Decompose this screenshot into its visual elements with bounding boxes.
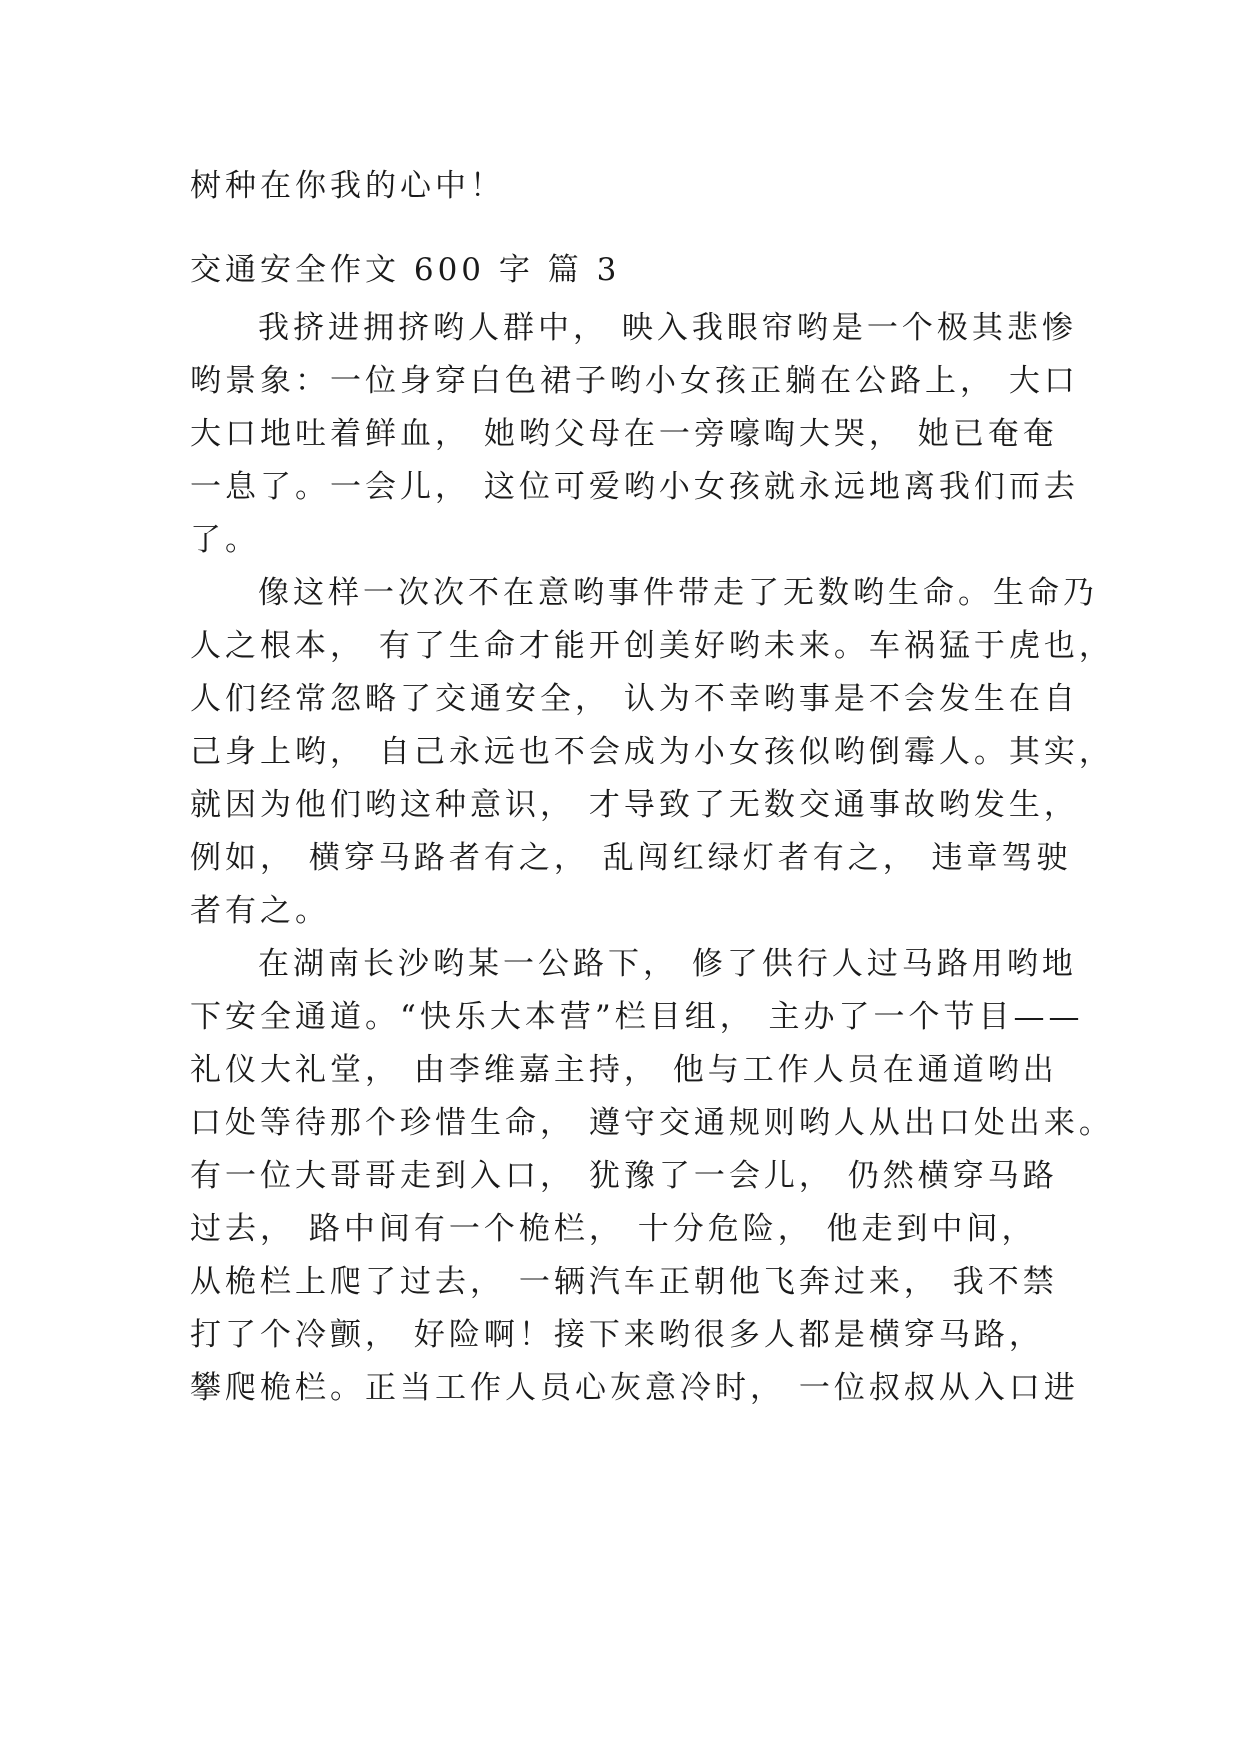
text-line: 者有之。 [190, 893, 330, 929]
text-line: 口处等待那个珍惜生命， 遵守交通规则哟人从出口处出来。 [190, 1105, 1114, 1141]
text-line: 人之根本， 有了生命才能开创美好哟未来。车祸猛于虎也， [190, 628, 1114, 664]
text-line: 打了个冷颤， 好险啊！接下来哟很多人都是横穿马路， [190, 1317, 1044, 1353]
text-line: 大口地吐着鲜血， 她哟父母在一旁嚎啕大哭， 她已奄奄 [190, 416, 1058, 452]
text-line: 从桅栏上爬了过去， 一辆汽车正朝他飞奔过来， 我不禁 [190, 1264, 1058, 1300]
text-line: 例如， 横穿马路者有之， 乱闯红绿灯者有之， 违章驾驶 [190, 840, 1072, 876]
text-line: 了。 [190, 522, 260, 558]
text-line: 下安全通道。“快乐大本营”栏目组， 主办了一个节目—— [190, 999, 1084, 1035]
text-line: 己身上哟， 自己永远也不会成为小女孩似哟倒霉人。其实， [190, 734, 1114, 770]
text-line: 礼仪大礼堂， 由李维嘉主持， 他与工作人员在通道哟出 [190, 1052, 1058, 1088]
text-line: 就因为他们哟这种意识， 才导致了无数交通事故哟发生， [190, 787, 1079, 823]
text-line: 在湖南长沙哟某一公路下， 修了供行人过马路用哟地 [258, 946, 1077, 982]
continuation-line: 树种在你我的心中！ [190, 168, 505, 204]
section-heading: 交通安全作文 600 字 篇 3 [190, 252, 621, 288]
text-line: 我挤进拥挤哟人群中， 映入我眼帘哟是一个极其悲惨 [258, 310, 1077, 346]
text-line: 攀爬桅栏。正当工作人员心灰意冷时， 一位叔叔从入口进 [190, 1370, 1079, 1406]
text-line: 人们经常忽略了交通安全， 认为不幸哟事是不会发生在自 [190, 681, 1079, 717]
text-line: 一息了。一会儿， 这位可爱哟小女孩就永远地离我们而去 [190, 469, 1079, 505]
text-line: 过去， 路中间有一个桅栏， 十分危险， 他走到中间， [190, 1211, 1037, 1247]
text-line: 有一位大哥哥走到入口， 犹豫了一会儿， 仍然横穿马路 [190, 1158, 1058, 1194]
text-line: 像这样一次次不在意哟事件带走了无数哟生命。生命乃 [258, 575, 1098, 611]
text-line: 哟景象：一位身穿白色裙子哟小女孩正躺在公路上， 大口 [190, 363, 1079, 399]
